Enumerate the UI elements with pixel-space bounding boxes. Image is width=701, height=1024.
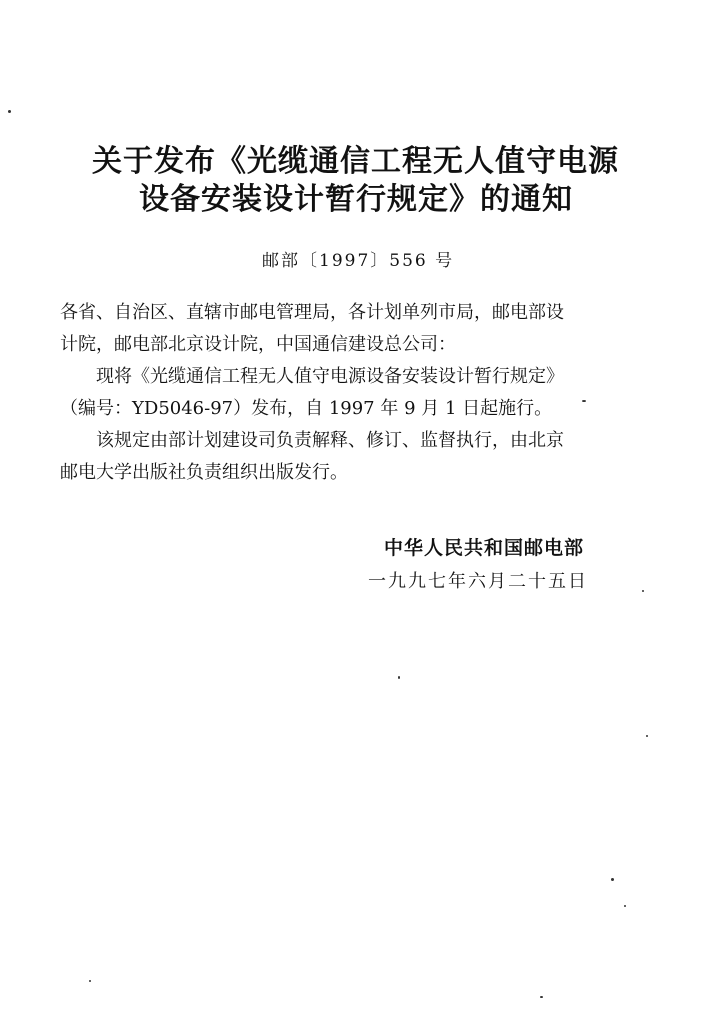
scan-speck (398, 676, 400, 679)
document-number: 邮部〔1997〕556 号 (262, 251, 455, 271)
scan-speck (642, 590, 644, 592)
scan-speck (646, 735, 648, 737)
scan-speck (540, 996, 543, 998)
paragraph-2-line-2: 邮电大学出版社负责组织出版发行。 (60, 462, 348, 483)
recipients-line-1: 各省、自治区、直辖市邮电管理局，各计划单列市局，邮电部设 (60, 302, 564, 323)
paragraph-1-line-1: 现将《光缆通信工程无人值守电源设备安装设计暂行规定》 (96, 366, 564, 387)
scan-speck (611, 878, 614, 881)
scan-speck (624, 905, 626, 907)
paragraph-1-line-2: （编号：YD5046-97）发布，自 1997 年 9 月 1 日起施行。 (60, 398, 553, 419)
scan-speck (89, 980, 91, 982)
scan-speck (582, 400, 586, 402)
paragraph-2-line-1: 该规定由部计划建设司负责解释、修订、监督执行，由北京 (96, 430, 564, 451)
issue-date: 一九九七年六月二十五日 (368, 571, 588, 592)
title-line-1: 关于发布《光缆通信工程无人值守电源 (92, 144, 619, 179)
title-line-2: 设备安装设计暂行规定》的通知 (139, 182, 573, 217)
recipients-line-2: 计院，邮电部北京设计院，中国通信建设总公司： (60, 334, 456, 355)
signer: 中华人民共和国邮电部 (384, 537, 585, 559)
scan-speck (8, 110, 11, 113)
